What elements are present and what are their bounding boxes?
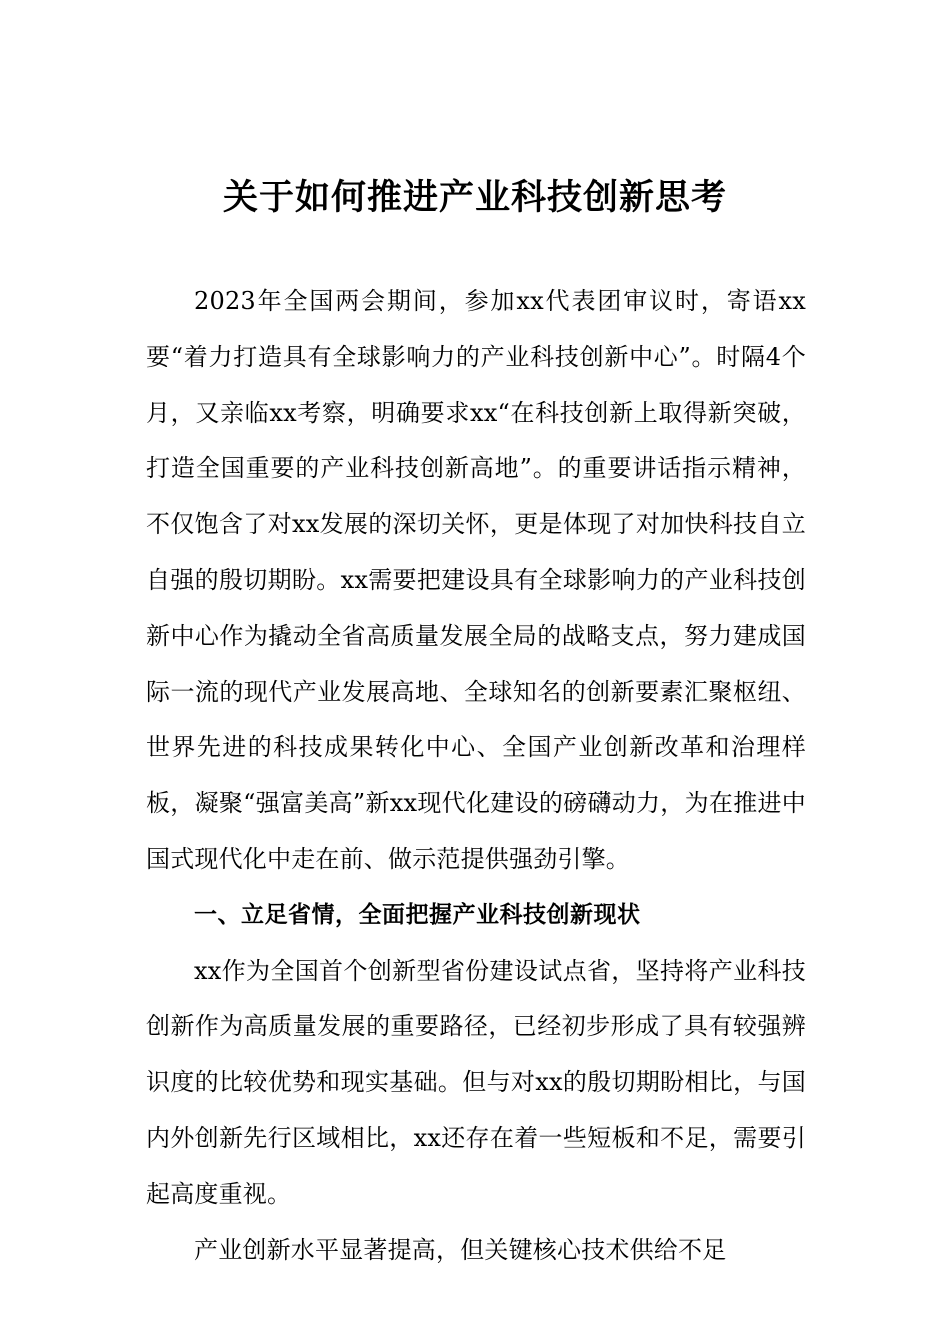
document-body — [146, 274, 806, 1278]
body-paragraph-subpoint: 产业创新水平显著提高，但关键核心技术供给不足 — [194, 1235, 727, 1264]
document-title: 关于如何推进产业科技创新思考 — [222, 177, 727, 218]
body-paragraph-intro: 2023年全国两会期间，参加xx代表团审议时，寄语xx要“着力打造具有全球影响力的产业科技创新中心”。时隔4个月，又亲临xx考察，明确要求xx“在科技创新上取得新突破，打造全国重要的产业科技创新高地”。的重要讲话指示精神，不仅饱含了对xx发展的深切关怀，更是体现了对加快科技自立自强的殷切期盼。xx需要把建设具有全球影响力的产业科技创新中心作为撬动全省高质量发展全局的战略支点，努力建成国际一流的现代产业发展高地、全球知名的创新要素汇聚枢纽、世界先进的科技成果转化中心、全国产业创新改革和治理样板，凝聚“强富美高”新xx现代化建设的磅礴动力，为在推进中国式现代化中走在前、做示范提供强劲引擎。 — [146, 287, 806, 873]
section-heading-1: 一、立足省情，全面把握产业科技创新现状 — [194, 901, 641, 928]
body-paragraph-status: xx作为全国首个创新型省份建设试点省，坚持将产业科技创新作为高质量发展的重要路径，已经初步形成了具有较强辨识度的比较优势和现实基础。但与对xx的殷切期盼相比，与国内外创新先行区域相比，xx还存在着一些短板和不足，需要引起高度重视。 — [146, 956, 806, 1208]
